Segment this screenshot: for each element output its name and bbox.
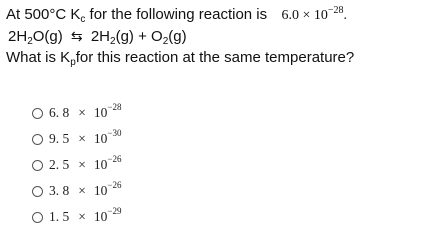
kc-subscript: c [80, 14, 86, 25]
answer-text: 2. $5 \times 10^{-26}$ [49, 154, 122, 172]
kc-value [281, 5, 348, 23]
answer-option[interactable] [32, 178, 332, 204]
kc-period: . [343, 8, 348, 23]
answer-text: 3. $8 \times 10^{-26}$ [49, 180, 122, 198]
answer-text: 1. $5 \times 10^{-29}$ [49, 206, 122, 224]
answer-option[interactable] [32, 152, 332, 178]
question [6, 4, 430, 68]
answer-option[interactable] [32, 100, 332, 126]
kc-times: × [302, 8, 311, 23]
question-line-3 [6, 47, 430, 68]
radio-button[interactable] [32, 186, 43, 197]
answer-text: 9. $5 \times 10^{-30}$ [49, 128, 122, 146]
reaction-equation [6, 26, 430, 47]
reactant-h2o: $2H_2O(g)$ [8, 28, 63, 47]
question-text-prefix: At 500°C K [6, 6, 81, 23]
answer-option[interactable] [32, 204, 332, 230]
radio-button[interactable] [32, 160, 43, 171]
answer-text: 6. $8 \times 10^{-28}$ [49, 102, 122, 120]
plus-sign: + [138, 28, 147, 45]
kc-exponent: −28 [327, 5, 344, 16]
kp-question-prefix: What is K [6, 49, 71, 66]
radio-button[interactable] [32, 134, 43, 145]
radio-button[interactable] [32, 108, 43, 119]
answer-options [32, 100, 332, 230]
product-o2: $O_2(g)$ [151, 28, 187, 47]
kp-subscript: p [70, 57, 76, 68]
kc-base: 10 [313, 8, 328, 23]
product-h2: $2H_2(g)$ [90, 28, 134, 47]
radio-button[interactable] [32, 212, 43, 223]
question-text-mid: for the following reaction is [85, 6, 268, 23]
question-line-1 [6, 4, 430, 26]
kp-question-rest: for this reaction at the same temperature? [75, 49, 355, 66]
kc-mantissa: 6.0 [281, 8, 299, 23]
answer-option[interactable] [32, 126, 332, 152]
equilibrium-arrow-icon: ⇆ [70, 28, 83, 44]
